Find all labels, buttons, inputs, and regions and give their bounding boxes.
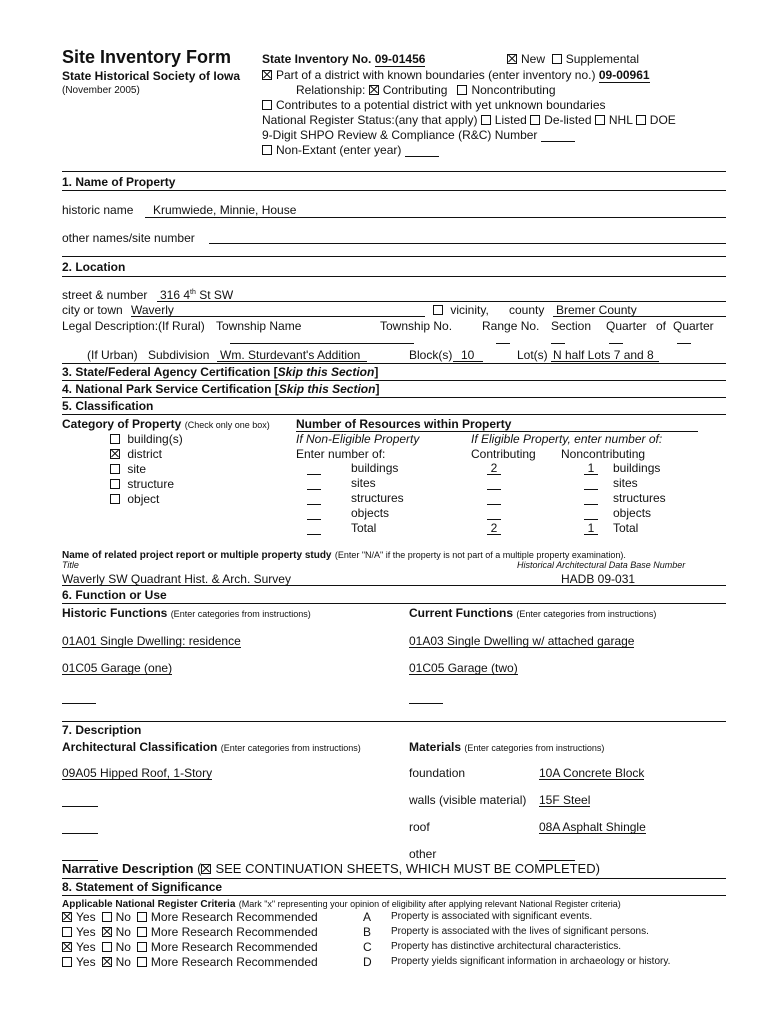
resources-heading: Number of Resources within Property [296,417,698,432]
more-research-label: More Research Recommended [150,955,318,969]
divider [62,721,726,722]
narrative-row: Narrative Description ( SEE CONTINUATION SHEETS, WHICH MUST BE COMPLETED) [62,861,600,876]
new-checkbox[interactable] [507,54,517,64]
materials-note: (Enter categories from instructions) [464,743,605,753]
contributes-potential-row [262,98,606,112]
shpo-label: 9-Digit SHPO Review & Compliance (R&C) Number [262,128,538,142]
section3-skip: Skip this Section [277,365,375,379]
street-number: 316 4 [160,288,191,302]
current-functions-heading [409,606,656,620]
historic-function-entry[interactable]: 01A01 Single Dwelling: residence [62,634,241,648]
criterion-letter: C [363,940,372,954]
material-label: roof [409,820,430,834]
no-checkbox[interactable] [102,942,112,952]
narrative-checkbox[interactable] [201,864,211,874]
more-research-label: More Research Recommended [150,910,318,924]
criterion-options [62,955,318,969]
criterion-letter: B [363,925,372,939]
section7-heading: 7. Description [62,723,142,737]
subdivision-value: Wm. Sturdevant's Addition [220,348,361,362]
more-research-label: More Research Recommended [150,940,318,954]
county-value: Bremer County [556,303,637,317]
section-label: Section [551,319,592,333]
material-value[interactable]: 08A Asphalt Shingle [539,820,646,834]
no-label: No [115,925,131,939]
inventory-no-label: State Inventory No. [262,52,372,66]
category-list [110,432,183,507]
category-checkbox[interactable] [110,449,120,459]
section6-heading: 6. Function or Use [62,588,167,602]
yes-label: Yes [76,940,96,954]
blocks-label: Block(s) [409,348,453,362]
lots-field[interactable] [551,348,659,362]
street-field[interactable] [157,288,726,302]
noncontributing-count[interactable]: 1 [584,521,598,535]
section4-title: 4. National Park Service Certification [ [62,382,279,396]
criterion-letter: A [363,910,372,924]
section4-bracket: ] [375,382,380,396]
current-function-entry[interactable]: 01C05 Garage (two) [409,661,518,675]
noncontributing-col-label: Noncontributing [561,447,646,461]
category-heading [62,417,270,431]
divider [62,363,726,364]
material-value[interactable]: 10A Concrete Block [539,766,645,780]
historic-function-entry[interactable] [62,690,96,704]
category-option [110,462,183,477]
category-option [110,432,183,447]
historic-functions-heading [62,606,311,620]
current-function-entry[interactable] [409,690,443,704]
nonextant-checkbox[interactable] [262,145,272,155]
contributing-count[interactable] [487,476,501,490]
divider [62,397,726,398]
historic-function-entry[interactable]: 01C05 Garage (one) [62,661,173,675]
doe-checkbox[interactable] [636,115,646,125]
noncontributing-label: Noncontributing [471,83,556,97]
quarter2-label: Quarter [673,319,714,333]
city-value: Waverly [131,303,174,317]
historic-functions-note: (Enter categories from instructions) [170,609,311,619]
resource-type-label: objects [613,506,652,520]
divider [62,414,726,415]
resource-type-label: Total [351,521,377,535]
historic-functions-label: Historic Functions [62,606,168,620]
no-checkbox[interactable] [102,927,112,937]
vicinity-label: vicinity, [450,303,489,317]
township-no-label: Township No. [380,319,453,333]
hadb-label: Historical Architectural Data Base Number [517,560,686,570]
quarter2-field[interactable] [677,330,691,344]
category-option-label: structure [127,477,175,491]
doe-label: DOE [649,113,676,127]
section8-heading: 8. Statement of Significance [62,880,223,894]
current-functions-note: (Enter categories from instructions) [516,609,657,619]
category-option-label: district [127,447,163,461]
eligible-label: If Eligible Property, enter number of: [471,432,663,446]
section1-heading: 1. Name of Property [62,175,176,189]
yes-checkbox[interactable] [62,957,72,967]
vicinity-row [433,303,489,317]
arch-class-heading [62,740,361,754]
township-name-label: Township Name [216,319,302,333]
resource-type-label: buildings [613,461,661,475]
no-label: No [115,955,131,969]
category-note: (Check only one box) [184,420,270,430]
section-field[interactable] [551,330,565,344]
contributing-label: Contributing [382,83,448,97]
lots-label: Lot(s) [517,348,548,362]
urban-label: (If Urban) [87,348,138,362]
part-district-row [262,68,650,82]
non-eligible-count[interactable] [307,461,321,475]
quarter-label: Quarter [606,319,647,333]
city-field[interactable] [131,303,425,317]
material-label: foundation [409,766,466,780]
enter-number-label: Enter number of: [296,447,386,461]
resource-type-label: Total [613,521,639,535]
more-research-checkbox[interactable] [137,912,147,922]
noncontributing-count[interactable] [584,506,598,520]
relationship-label: Relationship: [296,83,366,97]
relationship-row [296,83,556,97]
current-functions-label: Current Functions [409,606,513,620]
contributes-potential-label: Contributes to a potential district with yet unknown boundaries [276,98,606,112]
non-eligible-count[interactable] [307,506,321,520]
nonextant-label: Non-Extant (enter year) [276,143,402,157]
section3-title: 3. State/Federal Agency Certification [ [62,365,278,379]
category-checkbox[interactable] [110,479,120,489]
related-title-value: Waverly SW Quadrant Hist. & Arch. Survey [62,572,291,586]
criterion-description: Property yields significant information in archaeology or history. [391,956,671,967]
nonextant-row [262,143,439,157]
listed-label: Listed [494,113,527,127]
blocks-field[interactable] [453,348,483,362]
yes-checkbox[interactable] [62,942,72,952]
street-name: St SW [195,288,234,302]
criteria-note: (Mark "x" representing your opinion of eligibility after applying relevant National Register criteria) [238,899,621,909]
nr-status-label: National Register Status:(any that apply) [262,113,478,127]
contributing-checkbox[interactable] [369,85,379,95]
more-research-checkbox[interactable] [137,942,147,952]
category-checkbox[interactable] [110,434,120,444]
divider [62,878,726,879]
noncontributing-count[interactable] [584,491,598,505]
supplemental-label: Supplemental [565,52,640,66]
current-function-entry[interactable]: 01A03 Single Dwelling w/ attached garage [409,634,635,648]
criterion-description: Property is associated with significant events. [391,911,593,922]
more-research-checkbox[interactable] [137,927,147,937]
no-checkbox[interactable] [102,957,112,967]
township-no-field[interactable] [380,330,414,344]
narrative-note: SEE CONTINUATION SHEETS, WHICH MUST BE COMPLETED) [215,861,600,876]
city-label: city or town [62,303,123,317]
divider [62,380,726,381]
quarter-field[interactable] [609,330,623,344]
delisted-checkbox[interactable] [530,115,540,125]
criterion-letter: D [363,955,372,969]
non-eligible-count[interactable] [307,521,321,535]
part-district-checkbox[interactable] [262,70,272,80]
material-value[interactable] [539,847,575,861]
criteria-heading [62,896,621,910]
no-checkbox[interactable] [102,912,112,922]
delisted-label: De-listed [544,113,592,127]
category-option [110,492,183,507]
criterion-options [62,910,318,924]
county-label: county [509,303,545,317]
materials-label: Materials [409,740,462,754]
subdivision-field[interactable] [217,348,367,362]
shpo-field[interactable] [541,130,575,142]
narrative-label: Narrative Description [62,861,194,876]
yes-checkbox[interactable] [62,927,72,937]
vicinity-checkbox[interactable] [433,305,443,315]
of-label: of [656,319,667,333]
form-title: Site Inventory Form [62,47,232,67]
contributing-count[interactable] [487,491,501,505]
criterion-description: Property has distinctive architectural characteristics. [391,941,622,952]
historic-name-value: Krumwiede, Minnie, House [153,203,297,217]
title-label: Title [62,560,79,570]
non-eligible-count[interactable] [307,491,321,505]
section2-heading: 2. Location [62,260,126,274]
arch-class-entry[interactable] [62,793,98,807]
more-research-label: More Research Recommended [150,925,318,939]
material-label: other [409,847,437,861]
contributing-count[interactable]: 2 [487,521,501,535]
other-names-label: other names/site number [62,231,195,245]
inventory-no-row [262,52,425,66]
yes-label: Yes [76,910,96,924]
material-label: walls (visible material) [409,793,527,807]
nhl-checkbox[interactable] [595,115,605,125]
divider [62,190,726,191]
noncontributing-checkbox[interactable] [457,85,467,95]
material-value[interactable]: 15F Steel [539,793,591,807]
category-label: Category of Property [62,417,182,431]
nonextant-year-field[interactable] [405,145,439,157]
arch-class-entry[interactable]: 09A05 Hipped Roof, 1-Story [62,766,213,780]
township-name-field[interactable] [230,330,380,344]
contributes-potential-checkbox[interactable] [262,100,272,110]
other-names-field[interactable] [209,231,726,244]
divider [62,276,726,277]
street-suffix: th [190,289,196,296]
lots-value: N half Lots 7 and 8 [553,348,654,362]
section3-bracket: ] [374,365,379,379]
non-eligible-count[interactable] [307,476,321,490]
resource-type-label: sites [351,476,376,490]
section3-heading [62,365,378,379]
resource-type-label: sites [613,476,638,490]
part-district-label: Part of a district with known boundaries (enter inventory no.) [276,68,596,82]
section5-heading: 5. Classification [62,399,154,413]
hadb-value: HADB 09-031 [561,572,636,586]
supplemental-checkbox[interactable] [552,54,562,64]
category-checkbox[interactable] [110,494,120,504]
category-option-label: building(s) [127,432,183,446]
new-supplemental-row [507,52,639,66]
shpo-row [262,128,575,142]
no-label: No [115,910,131,924]
contributing-col-label: Contributing [471,447,536,461]
part-district-no[interactable]: 09-00961 [598,68,650,82]
no-label: No [115,940,131,954]
listed-checkbox[interactable] [481,115,491,125]
yes-checkbox[interactable] [62,912,72,922]
resource-type-label: structures [613,491,666,505]
subdivision-label: Subdivision [148,348,210,362]
related-label: Name of related project report or multiple property study [62,550,332,561]
noncontributing-count[interactable]: 1 [584,461,598,475]
category-option [110,477,183,492]
non-eligible-label: If Non-Eligible Property [296,432,420,446]
arch-class-entry[interactable] [62,847,98,861]
criterion-description: Property is associated with the lives of significant persons. [391,926,649,937]
arch-class-entry[interactable] [62,820,98,834]
street-label: street & number [62,288,148,302]
category-option-label: object [127,492,160,506]
county-field[interactable] [553,303,726,317]
category-checkbox[interactable] [110,464,120,474]
inventory-no-value[interactable]: 09-01456 [374,52,426,66]
materials-heading [409,740,604,754]
historic-name-field[interactable] [145,203,726,218]
yes-label: Yes [76,955,96,969]
criterion-options [62,925,318,939]
section4-heading [62,382,379,396]
divider [62,256,726,257]
yes-label: Yes [76,925,96,939]
nr-status-row [262,113,676,127]
contributing-count[interactable]: 2 [487,461,501,475]
section4-skip: Skip this Section [278,382,376,396]
org-name: State Historical Society of Iowa [62,69,241,83]
divider [62,603,726,604]
legal-description-label: Legal Description:(If Rural) [62,319,205,333]
criteria-label: Applicable National Register Criteria [62,899,236,910]
criterion-options [62,940,318,954]
historic-name-label: historic name [62,203,134,217]
related-note: (Enter "N/A" if the property is not part of a multiple property examination). [334,550,626,560]
category-option-label: site [127,462,147,476]
new-label: New [521,52,546,66]
form-date: (November 2005) [62,85,140,96]
resource-type-label: objects [351,506,390,520]
more-research-checkbox[interactable] [137,957,147,967]
noncontributing-count[interactable] [584,476,598,490]
divider [62,171,726,172]
nhl-label: NHL [608,113,633,127]
range-no-field[interactable] [496,330,510,344]
resource-type-label: buildings [351,461,399,475]
arch-class-note: (Enter categories from instructions) [220,743,361,753]
related-heading [62,547,626,561]
category-option [110,447,183,462]
related-field[interactable] [62,572,726,586]
resource-type-label: structures [351,491,404,505]
arch-class-label: Architectural Classification [62,740,218,754]
contributing-count[interactable] [487,506,501,520]
range-no-label: Range No. [482,319,540,333]
blocks-value: 10 [461,348,475,362]
